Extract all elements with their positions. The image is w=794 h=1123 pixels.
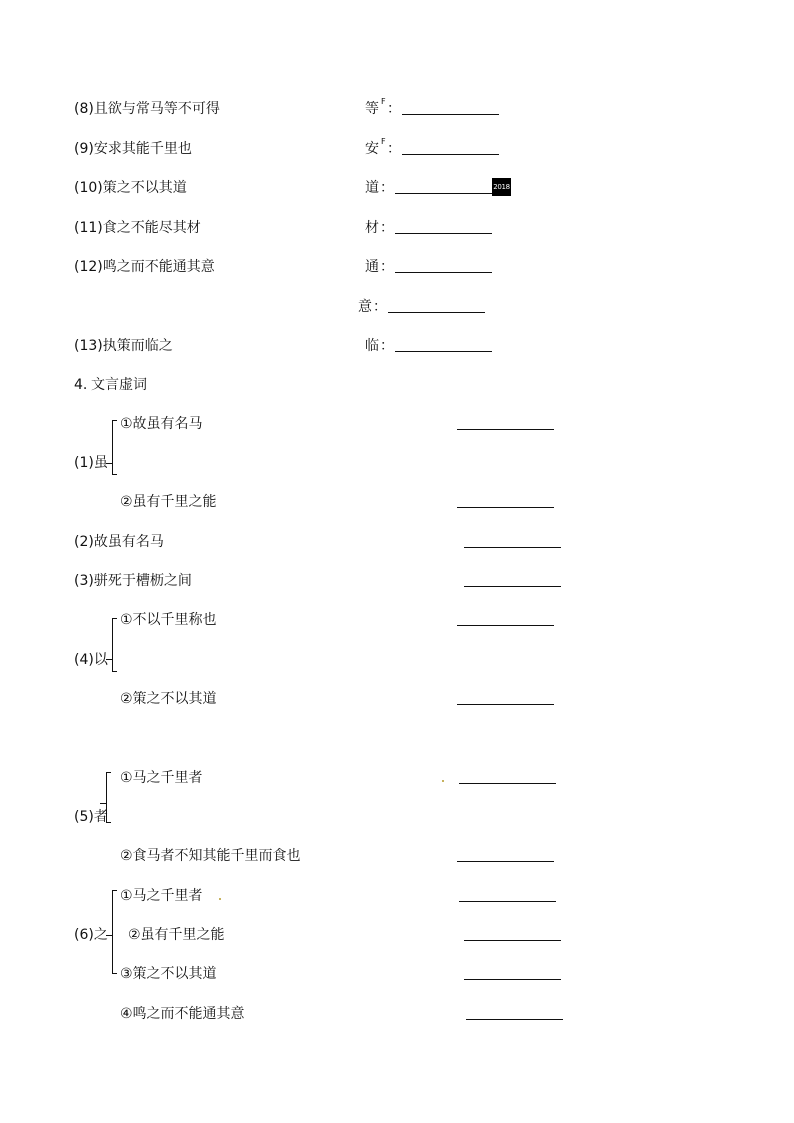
answer-blank[interactable] <box>464 547 561 548</box>
phrase: (9)安求其能千里也 <box>74 141 192 157</box>
section-title: 文言虚词 <box>91 377 147 393</box>
answer-blank[interactable] <box>457 625 554 626</box>
item-1: ①马之千里者 <box>120 888 203 904</box>
group-label: (1)虽 <box>74 455 108 471</box>
group-label: (3)骈死于槽枥之间 <box>74 573 192 589</box>
answer-blank[interactable] <box>395 193 492 194</box>
group-label: (5)者 <box>74 809 108 825</box>
answer-blank[interactable] <box>466 1019 563 1020</box>
answer-blank[interactable] <box>395 233 492 234</box>
term: 道 <box>365 180 379 196</box>
term: 材 <box>365 220 379 236</box>
brace-tip <box>100 803 107 804</box>
group-label: (6)之 <box>74 927 108 943</box>
item-2: ②虽有千里之能 <box>128 927 225 943</box>
item-2: ②策之不以其道 <box>120 691 217 707</box>
item-1: ①不以千里称也 <box>120 612 217 628</box>
answer-blank[interactable] <box>459 901 556 902</box>
brace-icon <box>112 420 119 475</box>
item-1: ①故虽有名马 <box>120 416 203 432</box>
item-4: ④鸣之而不能通其意 <box>120 1006 245 1022</box>
term: 临 <box>365 338 379 354</box>
section-number: 4. <box>74 377 88 393</box>
phrase: (8)且欲与常马等不可得 <box>74 101 220 117</box>
answer-blank[interactable] <box>457 861 554 862</box>
colon: ： <box>380 180 394 196</box>
phrase: (11)食之不能尽其材 <box>74 220 201 236</box>
term: 等 <box>365 101 379 117</box>
group-label: (2)故虽有名马 <box>74 534 164 550</box>
colon: ： <box>387 101 401 117</box>
answer-blank[interactable] <box>402 154 499 155</box>
colon: ： <box>387 141 401 157</box>
colon: ： <box>380 220 394 236</box>
answer-blank[interactable] <box>457 507 554 508</box>
term: 意 <box>358 299 372 315</box>
answer-blank[interactable] <box>395 351 492 352</box>
answer-blank[interactable] <box>464 979 561 980</box>
phrase: (10)策之不以其道 <box>74 180 187 196</box>
item-3: ③策之不以其道 <box>120 966 217 982</box>
colon: ： <box>373 299 387 315</box>
answer-blank[interactable] <box>457 429 554 430</box>
colon: ： <box>380 338 394 354</box>
term-mark: F <box>381 137 386 146</box>
answer-blank[interactable] <box>459 783 556 784</box>
phrase: (13)执策而临之 <box>74 338 173 354</box>
item-2: ②虽有千里之能 <box>120 494 217 510</box>
brace-icon <box>112 618 119 672</box>
term: 通 <box>365 259 379 275</box>
answer-blank[interactable] <box>457 704 554 705</box>
term-mark: F <box>381 97 386 106</box>
answer-blank[interactable] <box>464 940 561 941</box>
term: 安 <box>365 141 379 157</box>
brace-icon <box>112 890 119 974</box>
colon: ： <box>380 259 394 275</box>
item-1: ①马之千里者 <box>120 770 203 786</box>
answer-blank[interactable] <box>464 586 561 587</box>
answer-blank[interactable] <box>388 312 485 313</box>
answer-blank[interactable] <box>402 114 499 115</box>
group-label: (4)以 <box>74 652 108 668</box>
speck <box>219 898 221 900</box>
year-badge: 2018 <box>492 178 511 196</box>
speck <box>442 780 444 782</box>
item-2: ②食马者不知其能千里而食也 <box>120 848 301 864</box>
phrase: (12)鸣之而不能通其意 <box>74 259 215 275</box>
answer-blank[interactable] <box>395 272 492 273</box>
